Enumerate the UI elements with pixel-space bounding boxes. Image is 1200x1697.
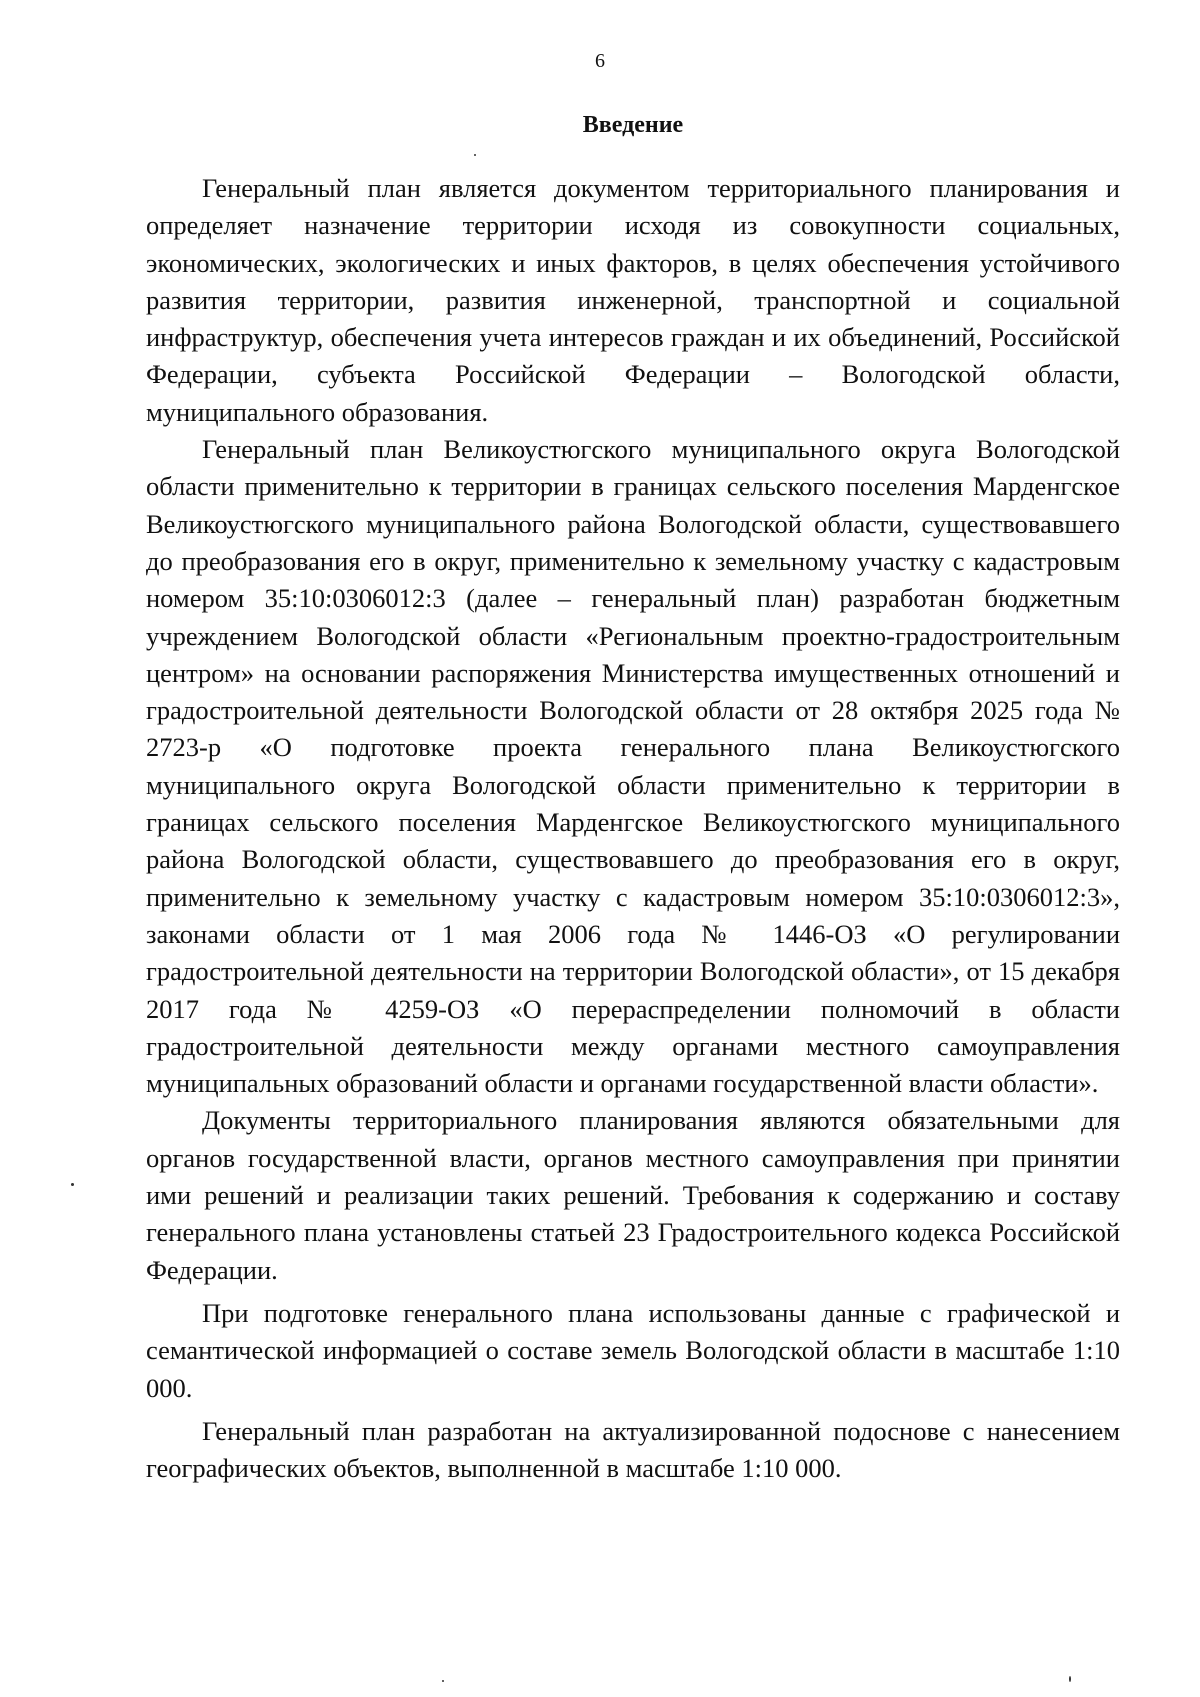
paragraph-base-map: Генеральный план разработан на актуализированной подоснове с нанесением географических объектов, выполненной в масштабе 1:10 000. [146, 1415, 1120, 1484]
paragraph-basis: Генеральный план Великоустюгского муниципального округа Вологодской области применительно к территории в границах сельского поселения Марденгское Великоустюгского муниципального района Вологодской области, существовавшего до преобразования его в округ, применительно к земельному участку с кадастровым номером 35:10:0306012:3 (далее – генеральный план) разработан бюджетным учреждением Вологодской области «Региональным проектно-градостроительным центром» на основании распоряжения Министерства имущественных отношений и градостроительной деятельности Вологодской области от 28 октября 2025 года № 2723-р «О подготовке проекта генерального плана Великоустюгского муниципального округа Вологодской области применительно к территории в границах сельского поселения Марденгское Великоустюгского муниципального района Вологодской области, существовавшего до преобразования его в округ, применительно к земельному участку с кадастровым номером 35:10:0306012:3», законами области от 1 мая 2006 года № 1446-ОЗ «О регулировании градостроительной деятельности на территории Вологодской области», от 15 декабря 2017 года № 4259-ОЗ «О перераспределении полномочий в области градостроительной деятельности между органами местного самоуправления муниципальных образований области и органами государственной власти области». [146, 434, 1120, 1099]
paragraph-intro: Генеральный план является документом территориального планирования и определяет назначение территории исходя из совокупности социальных, экономических, экологических и иных факторов, в целях обеспечения устойчивого развития территории, развития инженерной, транспортной и социальной инфраструктур, обеспечения учета интересов граждан и их объединений, Российской Федерации, субъекта Российской Федерации – Вологодской области, муниципального образования. [146, 173, 1120, 427]
scan-speck [474, 154, 476, 156]
paragraph-obligations: Документы территориального планирования являются обязательными для органов государственной власти, органов местного самоуправления при принятии ими решений и реализации таких решений. Требования к содержанию и составу генерального плана установлены статьей 23 Градостроительного кодекса Российской Федерации. [146, 1105, 1120, 1285]
scan-speck [71, 1183, 74, 1186]
document-body [146, 170, 1120, 1487]
scan-speck [1069, 1676, 1071, 1682]
paragraph-data-sources: При подготовке генерального плана использованы данные с графической и семантической информацией о составе земель Вологодской области в масштабе 1:10 000. [146, 1297, 1120, 1403]
page-title: Введение [582, 112, 684, 138]
scan-speck [442, 1680, 444, 1682]
page-number: 6 [595, 50, 605, 72]
